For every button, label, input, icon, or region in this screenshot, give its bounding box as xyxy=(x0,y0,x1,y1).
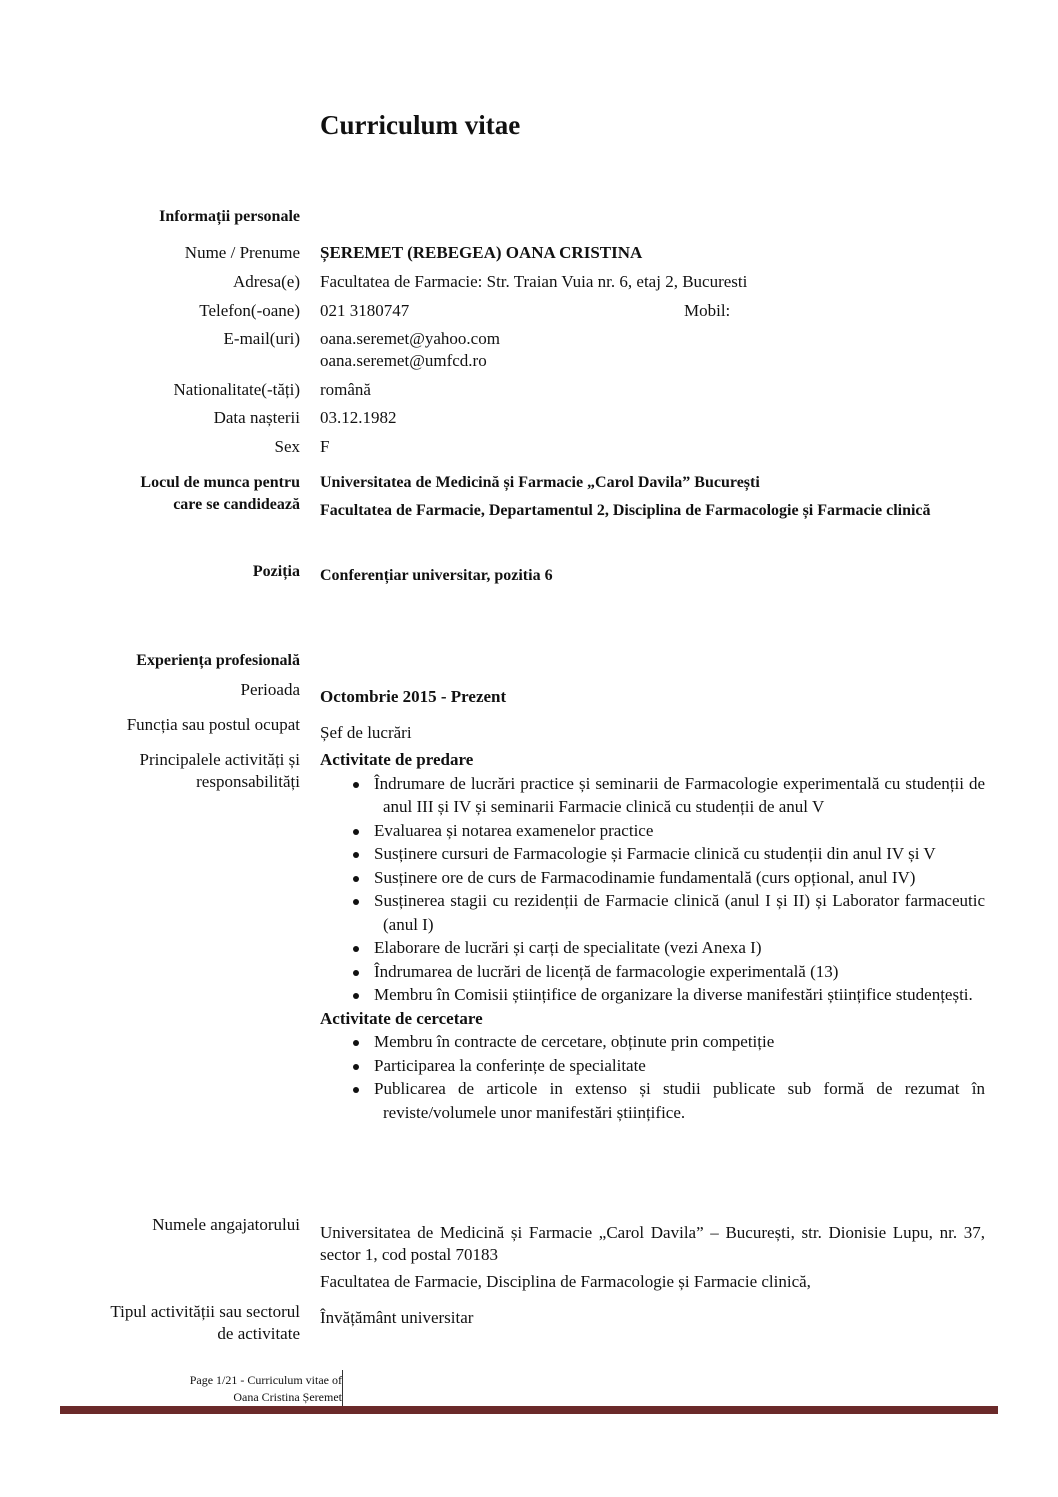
research-list xyxy=(320,1030,985,1124)
footer-divider xyxy=(342,1370,343,1406)
bullet-icon xyxy=(353,1040,359,1046)
email-label: E-mail(uri) xyxy=(223,329,300,348)
nationality-label: Nationalitate(-tăți) xyxy=(173,380,300,399)
bullet-icon xyxy=(353,782,359,788)
activities-label-2: responsabilități xyxy=(196,772,300,791)
list-item-text: Evaluarea și notarea examenelor practice xyxy=(374,820,654,840)
sector-label-1: Tipul activității sau sectorul xyxy=(110,1302,300,1321)
workplace-value-2: Facultatea de Farmacie, Departamentul 2, Disciplina de Farmacologie și Farmacie clinică xyxy=(320,502,931,519)
phone-label: Telefon(-oane) xyxy=(199,301,300,320)
sex-label: Sex xyxy=(274,437,300,456)
bullet-icon xyxy=(353,1087,359,1093)
page-footer xyxy=(190,1372,342,1406)
list-item xyxy=(320,1054,985,1078)
teaching-heading: Activitate de predare xyxy=(320,750,474,769)
list-item xyxy=(320,819,985,843)
phone-value: 021 3180747 xyxy=(320,301,410,320)
workplace-label-2: care se candidează xyxy=(173,496,300,513)
birth-value: 03.12.1982 xyxy=(320,408,397,427)
bullet-icon xyxy=(353,946,359,952)
job-label: Funcția sau postul ocupat xyxy=(126,715,300,734)
list-item-text: Elaborare de lucrări și carți de specialitate (vezi Anexa I) xyxy=(374,938,762,957)
address-label: Adresa(e) xyxy=(232,272,300,291)
sector-label-2: de activitate xyxy=(217,1324,300,1343)
period-label: Perioada xyxy=(240,680,300,699)
list-item-text: Îndrumarea de lucrări de licență de farmacologie experimentală (13) xyxy=(374,961,839,981)
list-item xyxy=(320,936,985,960)
birth-label: Data nașterii xyxy=(213,408,300,427)
list-item-text: Membru în Comisii științifice de organizare la diverse manifestări științifice studențești. xyxy=(374,985,973,1004)
list-item xyxy=(320,889,985,936)
list-item-text: Participarea la conferințe de specialitate xyxy=(374,1055,646,1075)
bullet-icon xyxy=(353,876,359,882)
name-label: Nume / Prenume xyxy=(184,243,300,262)
section-heading-personal: Informații personale xyxy=(159,208,300,225)
list-item xyxy=(320,983,985,1007)
name-value: ȘEREMET (REBEGEA) OANA CRISTINA xyxy=(320,243,643,262)
nationality-value: română xyxy=(320,380,371,399)
footer-bar xyxy=(60,1406,998,1414)
list-item xyxy=(320,866,985,890)
list-item-text: Publicarea de articole in extenso și studii publicate sub formă de rezumat în reviste/volumele unor manifestări științifice. xyxy=(374,1079,985,1122)
list-item-text: Membru în contracte de cercetare, obținute prin competiție xyxy=(374,1032,775,1051)
employer-value-2: Facultatea de Farmacie, Disciplina de Farmacologie și Farmacie clinică, xyxy=(320,1272,811,1291)
position-label: Poziția xyxy=(252,563,300,580)
bullet-icon xyxy=(353,852,359,858)
employer-value-1: Universitatea de Medicină și Farmacie „Carol Davila” – București, str. Dionisie Lupu, nr. 37, sector 1, cod postal 70183 xyxy=(320,1223,985,1264)
position-value: Conferențiar universitar, pozitia 6 xyxy=(320,567,553,584)
list-item-text: Susținerea stagii cu rezidenții de Farmacie clinică (anul I și II) și Laborator farmaceutic (anul I) xyxy=(374,891,985,934)
email-value-2: oana.seremet@umfcd.ro xyxy=(320,351,487,370)
workplace-label-1: Locul de munca pentru xyxy=(140,474,300,491)
list-item-text: Susținere cursuri de Farmacologie și Farmacie clinică cu studenții din anul IV și V xyxy=(374,844,936,863)
bullet-icon xyxy=(353,993,359,999)
footer-line-2: Oana Cristina Șeremet xyxy=(233,1390,342,1404)
research-heading: Activitate de cercetare xyxy=(320,1008,483,1028)
employer-label: Numele angajatorului xyxy=(152,1215,300,1234)
email-value-1: oana.seremet@yahoo.com xyxy=(320,329,500,348)
teaching-list xyxy=(320,772,985,1007)
list-item xyxy=(320,772,985,819)
period-value: Octombrie 2015 - Prezent xyxy=(320,687,507,706)
bullet-icon xyxy=(353,1064,359,1070)
page-title: Curriculum vitae xyxy=(320,110,521,140)
bullet-icon xyxy=(353,829,359,835)
list-item xyxy=(320,842,985,866)
list-item xyxy=(320,1030,985,1054)
list-item xyxy=(320,1077,985,1124)
activities-label-1: Principalele activități și xyxy=(139,750,300,769)
section-heading-experience: Experiența profesională xyxy=(136,652,300,669)
workplace-value-1: Universitatea de Medicină și Farmacie „Carol Davila” București xyxy=(320,474,760,491)
list-item-text: Îndrumare de lucrări practice și seminarii de Farmacologie experimentală cu studenții de anul III și IV și seminarii Farmacie clinică cu studenții de anul V xyxy=(374,773,985,816)
activities-content xyxy=(320,748,985,1124)
sector-value: Învățământ universitar xyxy=(320,1308,474,1327)
list-item xyxy=(320,960,985,984)
list-item-text: Susținere ore de curs de Farmacodinamie fundamentală (curs opțional, anul IV) xyxy=(374,867,916,887)
bullet-icon xyxy=(353,970,359,976)
address-value: Facultatea de Farmacie: Str. Traian Vuia nr. 6, etaj 2, Bucuresti xyxy=(320,272,748,291)
job-value: Șef de lucrări xyxy=(320,723,412,742)
mobile-label: Mobil: xyxy=(684,301,731,320)
sex-value: F xyxy=(320,437,330,456)
bullet-icon xyxy=(353,899,359,905)
footer-line-1: Page 1/21 - Curriculum vitae of xyxy=(189,1373,342,1387)
